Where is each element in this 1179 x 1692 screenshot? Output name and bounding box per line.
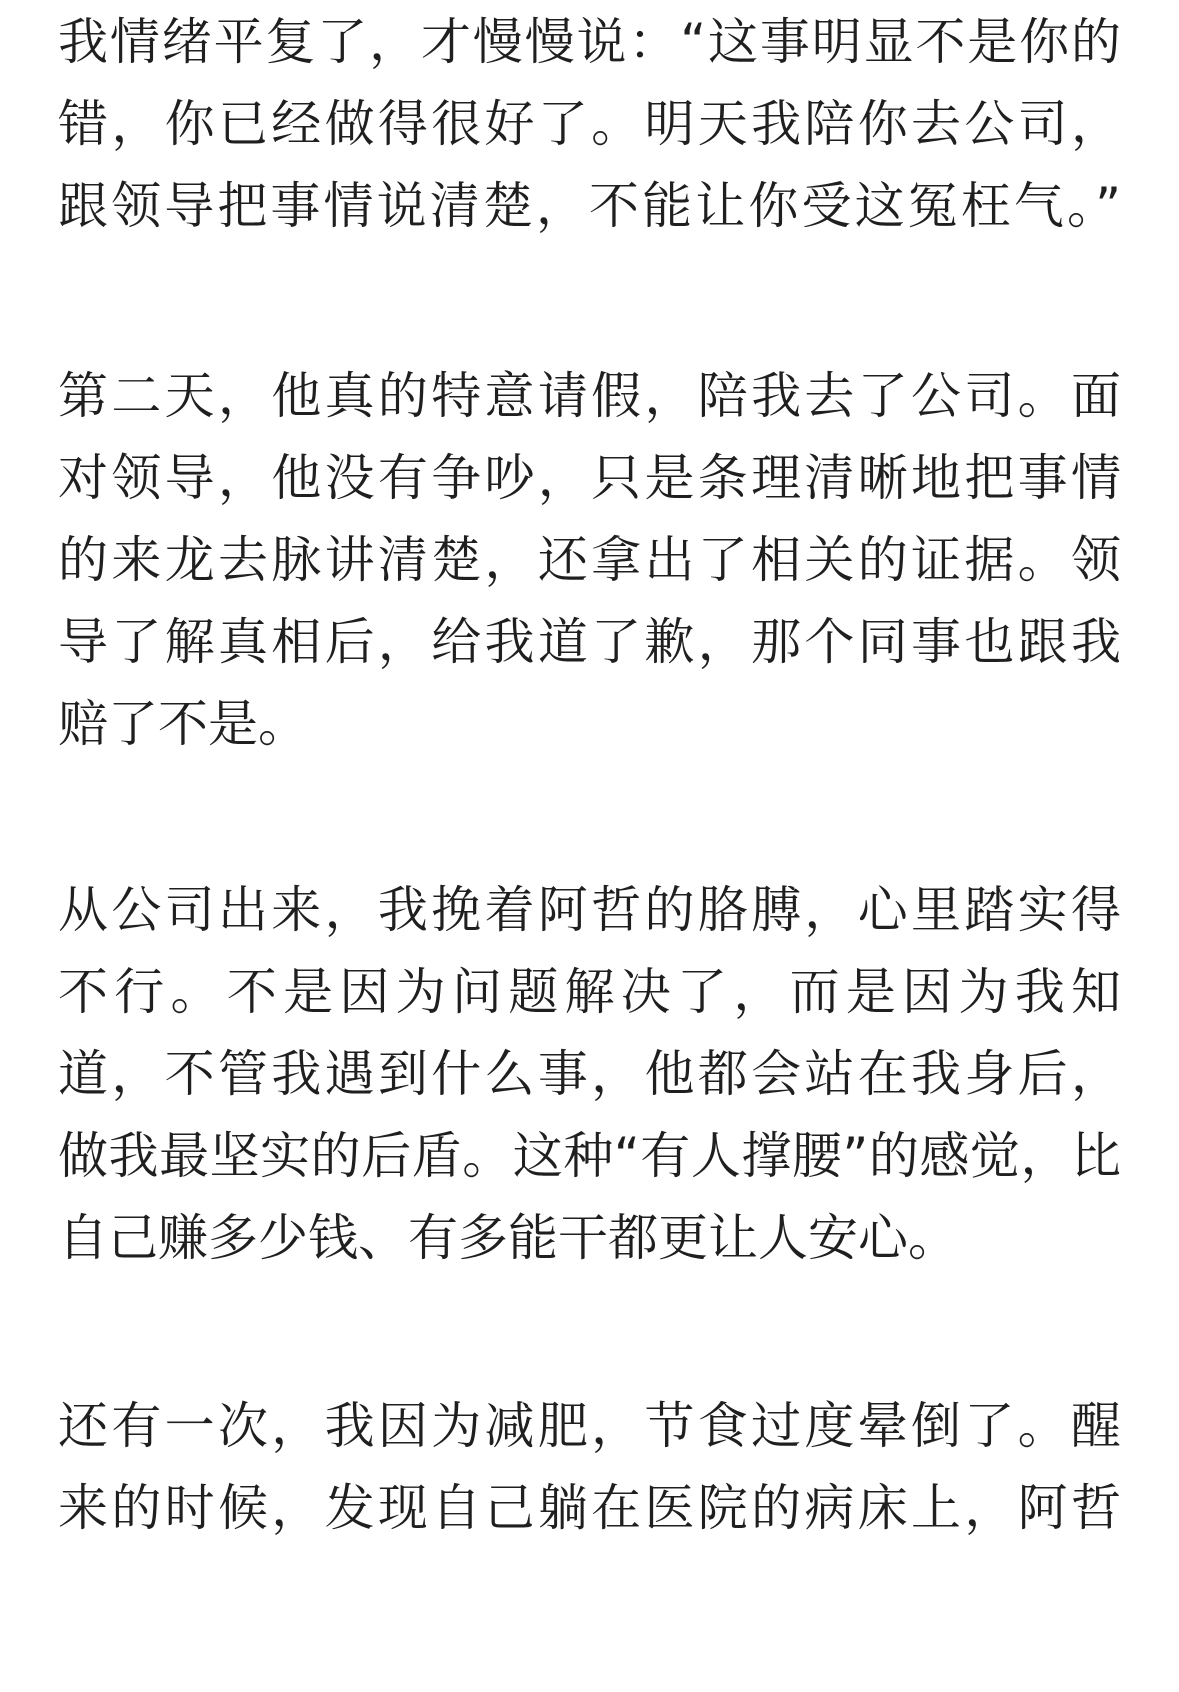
paragraph-line: 跟领导把事情说清楚，不能让你受这冤枉气。”: [58, 177, 1121, 235]
paragraph-line: 我情绪平复了，才慢慢说：“这事明显不是你的: [58, 13, 1121, 71]
paragraph-line: 从公司出来，我挽着阿哲的胳膊，心里踏实得: [58, 881, 1121, 939]
paragraph-line: 道，不管我遇到什么事，他都会站在我身后，: [58, 1045, 1121, 1103]
paragraph-line: 自己赚多少钱、有多能干都更让人安心。: [58, 1209, 958, 1267]
paragraph-line: 来的时候，发现自己躺在医院的病床上，阿哲: [58, 1479, 1121, 1537]
paragraph-line: 还有一次，我因为减肥，节食过度晕倒了。醒: [58, 1397, 1121, 1455]
paragraph-line: 导了解真相后，给我道了歉，那个同事也跟我: [58, 613, 1121, 671]
paragraph-line: 做我最坚实的后盾。这种“有人撑腰”的感觉，比: [58, 1127, 1121, 1185]
paragraph-line: 的来龙去脉讲清楚，还拿出了相关的证据。领: [58, 531, 1121, 589]
paragraph-line: 对领导，他没有争吵，只是条理清晰地把事情: [58, 449, 1121, 507]
paragraph-line: 错，你已经做得很好了。明天我陪你去公司，: [58, 95, 1121, 153]
paragraph-line: 第二天，他真的特意请假，陪我去了公司。面: [58, 367, 1121, 425]
paragraph-line: 不行。不是因为问题解决了，而是因为我知: [58, 963, 1121, 1021]
paragraph-line: 赔了不是。: [58, 695, 308, 753]
